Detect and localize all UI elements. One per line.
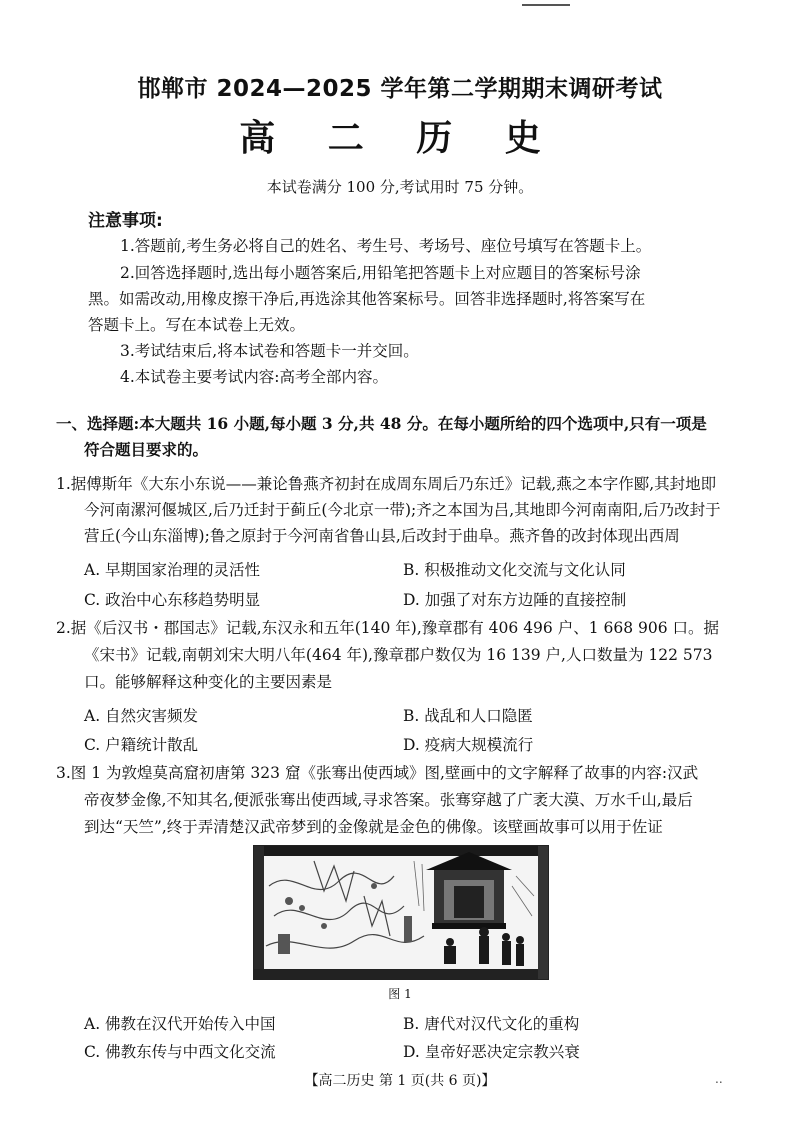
q3-option-c: C. 佛教东传与中西文化交流 [84,1043,276,1061]
note-line: 3.考试结束后,将本试卷和答题卡一并交回。 [120,342,419,360]
page-footer: 【高二历史 第 1 页(共 6 页)】 [304,1073,496,1089]
exam-title: 邯郸市 2024—2025 学年第二学期期末调研考试 [137,76,663,102]
note-line: 4.本试卷主要考试内容:高考全部内容。 [120,368,389,386]
q1-stem: 1.据傅斯年《大东小东说——兼论鲁燕齐初封在成周东周后乃东迁》记载,燕之本字作郾,其封地即 [56,475,717,493]
exam-info: 本试卷满分 100 分,考试用时 75 分钟。 [266,178,534,196]
q2-option-c: C. 户籍统计散乱 [84,736,199,754]
q2-stem: 《宋书》记载,南朝刘宋大明八年(464 年),豫章郡户数仅为 16 139 户,人口数量为 122 573 [84,646,713,664]
section-heading: 一、选择题:本大题共 16 小题,每小题 3 分,共 48 分。在每小题所给的四个选项中,只有一项是 [56,414,707,433]
q1-stem: 营丘(今山东淄博);鲁之原封于今河南省鲁山县,后改封于曲阜。燕齐鲁的改封体现出西周 [84,527,680,545]
q1-stem: 今河南漯河偃城区,后乃迁封于蓟丘(今北京一带);齐之本国为吕,其地即今河南南阳,后乃改封于 [84,501,721,519]
q3-stem: 到达“天竺”,终于弄清楚汉武帝梦到的金像就是金色的佛像。该壁画故事可以用于佐证 [84,818,663,836]
q2-stem: 口。能够解释这种变化的主要因素是 [84,673,333,691]
q1-option-a: A. 早期国家治理的灵活性 [84,561,261,579]
note-line: 黑。如需改动,用橡皮擦干净后,再选涂其他答案标号。回答非选择题时,将答案写在 [88,290,646,308]
subject-title: 高 二 历 史 [239,118,561,159]
q3-stem: 帝夜梦金像,不知其名,便派张骞出使西域,寻求答案。张骞穿越了广袤大漠、万水千山,最后 [84,791,693,809]
q1-option-b: B. 积极推动文化交流与文化认同 [403,561,626,579]
q2-option-d: D. 疫病大规模流行 [403,736,534,754]
q2-option-b: B. 战乱和人口隐匿 [403,707,533,725]
q2-stem: 2.据《后汉书・郡国志》记载,东汉永和五年(140 年),豫章郡有 406 496 户、1 668 906 口。据 [56,619,720,637]
q1-option-c: C. 政治中心东移趋势明显 [84,591,261,609]
q1-option-d: D. 加强了对东方边陲的直接控制 [403,591,627,609]
note-line: 答题卡上。写在本试卷上无效。 [88,316,306,334]
note-line: 1.答题前,考生务必将自己的姓名、考生号、考场号、座位号填写在答题卡上。 [120,237,652,255]
q2-option-a: A. 自然灾害频发 [84,707,199,725]
q3-option-d: D. 皇帝好恶决定宗教兴衰 [403,1043,580,1061]
q3-option-a: A. 佛教在汉代开始传入中国 [84,1015,276,1033]
mural-image [253,845,549,980]
note-line: 2.回答选择题时,选出每小题答案后,用铅笔把答题卡上对应题目的答案标号涂 [120,264,641,282]
top-rule [522,4,570,6]
q3-stem: 3.图 1 为敦煌莫高窟初唐第 323 窟《张骞出使西域》图,壁画中的文字解释了故事的内容:汉武 [56,764,699,782]
figure-caption: 图 1 [388,987,412,1001]
q3-option-b: B. 唐代对汉代文化的重构 [403,1015,580,1033]
footer-mark: .. [715,1072,723,1086]
section-heading-cont: 符合题目要求的。 [84,440,209,459]
notes-heading: 注意事项: [88,211,163,231]
